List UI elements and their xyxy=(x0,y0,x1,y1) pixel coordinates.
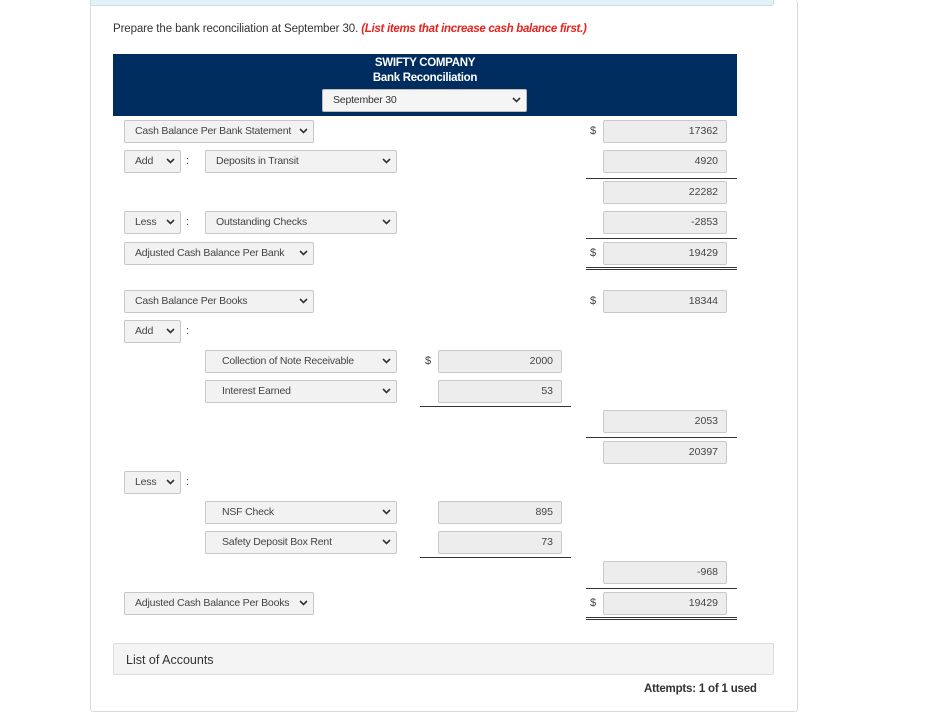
double-underline-rule xyxy=(586,267,737,270)
books-adjusted-amount[interactable]: 19429 xyxy=(603,592,727,615)
underline-rule xyxy=(586,178,737,179)
bank-less-op-label: Less xyxy=(135,216,157,228)
bank-less-op-select[interactable] xyxy=(124,211,181,234)
books-subtotal[interactable]: 20397 xyxy=(603,441,727,464)
chevron-down-icon xyxy=(382,388,391,394)
chevron-down-icon xyxy=(299,298,308,304)
books-less-total[interactable]: -968 xyxy=(603,561,727,584)
books-adjusted-select[interactable] xyxy=(124,592,314,615)
books-less-item-label: Safety Deposit Box Rent xyxy=(222,536,332,548)
books-less-op-label: Less xyxy=(135,476,157,488)
bank-add-item-select[interactable] xyxy=(205,150,397,173)
bank-adjusted-label: Adjusted Cash Balance Per Bank xyxy=(135,247,285,259)
colon-separator: : xyxy=(186,325,190,337)
bank-adjusted-amount[interactable]: 19429 xyxy=(603,242,727,265)
chevron-down-icon xyxy=(382,539,391,545)
chevron-down-icon xyxy=(299,600,308,606)
bank-add-item-label: Deposits in Transit xyxy=(216,155,299,167)
chevron-down-icon xyxy=(299,250,308,256)
dollar-sign: $ xyxy=(590,295,597,307)
double-underline-rule xyxy=(586,617,737,620)
bank-balance-label: Cash Balance Per Bank Statement xyxy=(135,125,292,137)
books-less-item-select[interactable] xyxy=(205,501,397,524)
chevron-down-icon xyxy=(382,158,391,164)
dollar-sign: $ xyxy=(425,355,432,367)
chevron-down-icon xyxy=(299,128,308,134)
bank-add-amount[interactable]: 4920 xyxy=(603,150,727,173)
chevron-down-icon xyxy=(382,358,391,364)
dollar-sign: $ xyxy=(590,597,597,609)
instruction-text xyxy=(113,23,587,35)
chevron-down-icon xyxy=(166,479,175,485)
colon-separator: : xyxy=(186,155,190,167)
underline-rule xyxy=(586,437,737,438)
bank-balance-select[interactable] xyxy=(124,120,314,143)
books-add-item-amount[interactable]: 53 xyxy=(438,380,562,403)
chevron-down-icon xyxy=(166,219,175,225)
underline-rule xyxy=(420,557,571,558)
books-add-total[interactable]: 2053 xyxy=(603,410,727,433)
bank-less-item-label: Outstanding Checks xyxy=(216,216,307,228)
list-of-accounts-label: List of Accounts xyxy=(126,653,214,667)
bank-less-amount[interactable]: -2853 xyxy=(603,211,727,234)
books-add-op-select[interactable] xyxy=(124,320,181,343)
books-balance-amount[interactable]: 18344 xyxy=(603,290,727,313)
books-balance-label: Cash Balance Per Books xyxy=(135,295,248,307)
colon-separator: : xyxy=(186,216,190,228)
top-banner xyxy=(90,0,774,6)
bank-less-item-select[interactable] xyxy=(205,211,397,234)
instruction-main: Prepare the bank reconciliation at September 30. xyxy=(113,23,359,35)
dollar-sign: $ xyxy=(590,125,597,137)
books-add-item-label: Interest Earned xyxy=(222,385,291,397)
list-of-accounts-panel[interactable] xyxy=(113,643,774,675)
colon-separator: : xyxy=(186,476,190,488)
books-add-item-select[interactable] xyxy=(205,350,397,373)
books-less-op-select[interactable] xyxy=(124,471,181,494)
attempts-counter: Attempts: 1 of 1 used xyxy=(644,683,757,695)
chevron-down-icon xyxy=(382,219,391,225)
books-less-item-amount[interactable]: 73 xyxy=(438,531,562,554)
bank-subtotal[interactable]: 22282 xyxy=(603,181,727,204)
books-less-item-label: NSF Check xyxy=(222,506,274,518)
chevron-down-icon xyxy=(512,97,521,103)
company-name: SWIFTY COMPANY xyxy=(374,57,476,69)
bank-add-op-label: Add xyxy=(135,155,154,167)
bank-adjusted-select[interactable] xyxy=(124,242,314,265)
chevron-down-icon xyxy=(166,158,175,164)
chevron-down-icon xyxy=(382,509,391,515)
instruction-emphasis: (List items that increase cash balance first.) xyxy=(361,23,587,35)
books-adjusted-label: Adjusted Cash Balance Per Books xyxy=(135,597,290,609)
books-less-item-select[interactable] xyxy=(205,531,397,554)
underline-rule xyxy=(586,588,737,589)
books-add-item-amount[interactable]: 2000 xyxy=(438,350,562,373)
books-add-item-label: Collection of Note Receivable xyxy=(222,355,354,367)
underline-rule xyxy=(586,238,737,239)
underline-rule xyxy=(420,406,571,407)
report-title: Bank Reconciliation xyxy=(372,72,478,84)
date-select-value: September 30 xyxy=(333,94,397,106)
dollar-sign: $ xyxy=(590,247,597,259)
chevron-down-icon xyxy=(166,328,175,334)
books-add-op-label: Add xyxy=(135,325,154,337)
books-add-item-select[interactable] xyxy=(205,380,397,403)
bank-balance-amount[interactable]: 17362 xyxy=(603,120,727,143)
date-select[interactable] xyxy=(322,89,527,112)
books-balance-select[interactable] xyxy=(124,290,314,313)
books-less-item-amount[interactable]: 895 xyxy=(438,501,562,524)
bank-add-op-select[interactable] xyxy=(124,150,181,173)
